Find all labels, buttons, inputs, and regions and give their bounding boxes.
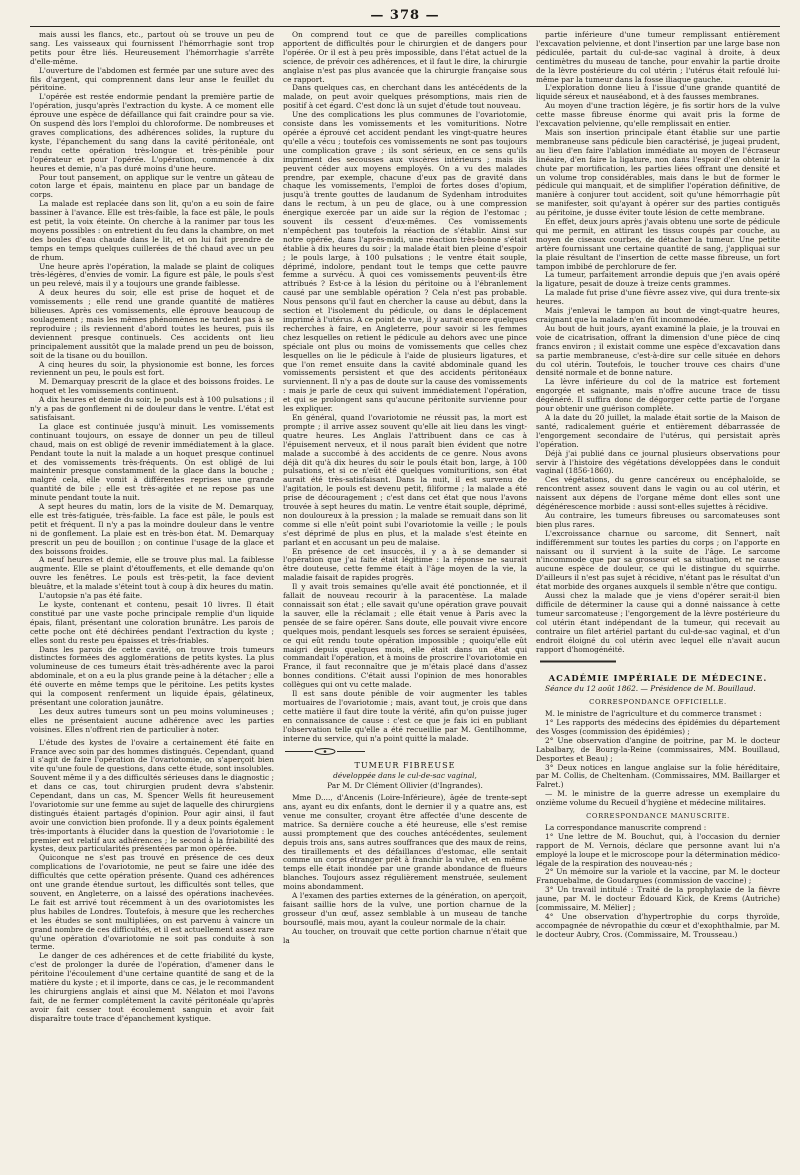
ornament-divider: [283, 747, 367, 756]
paragraph: partie inférieure d'une tumeur remplissant entièrement l'excavation pelvienne, et dont l'insertion par une large base non pédiculée, partait du cul-de-sac vaginal à droite, à deux centimètres du museau de tanche, pour envahir la partie droite de la lèvre postérieure du col utérin ; l'utérus était refoulé lui-même par la tumeur dans la fosse iliaque gauche.: [536, 31, 780, 84]
correspondence-item: La correspondance manuscrite comprend :: [545, 822, 707, 832]
column-middle: [283, 31, 527, 1169]
paragraph: L'exploration donne lieu à l'issue d'une grande quantité de liquide séreux et nauséabond, et à des fausses membranes.: [536, 83, 780, 102]
correspondence-item: 3° Un travail intitulé : Traité de la prophylaxie de la fièvre jaune, par M. le docteur Édouard Kick, de Krems (Autriche) [commissaire, M. Mélier] ;: [536, 885, 780, 913]
paragraph: Une heure après l'opération, la malade se plaint de coliques très-légères, d'envies de vomir. La figure est pâle, le pouls s'est un peu relevé, mais il y a toujours une grande faiblesse.: [30, 261, 274, 289]
paragraph: Au toucher, on trouvait que cette portion charnue n'était que la: [283, 926, 527, 945]
paragraph: A sept heures du matin, lors de la visite de M. Demarquay, elle est très-fatiguée, très-faible. La face est pâle, le pouls est petit et fréquent. Il n'y a pas la moindre douleur dans le ventre ni de gonflement. La plaie est en très-bon état. M. Demarquay prescrit un peu de bouillon ; on continue l'usage de la glace et des boissons froides.: [30, 502, 274, 556]
paragraph: A dix heures et demie du soir, le pouls est à 100 pulsations ; il n'y a pas de gonflement ni de douleur dans le ventre. L'état est satisfaisant.: [30, 395, 274, 422]
paragraph: En présence de cet insuccès, il y a à se demander si l'opération que j'ai faite était légitime : la réponse ne saurait être douteuse, cette femme était à l'âge moyen de la vie, la maladie faisait de rapides progrès.: [283, 546, 527, 583]
paragraph: En effet, deux jours après j'avais obtenu une sorte de pédicule qui me permit, en attirant les tissus coupés par couche, au moyen de ciseaux courbes, de détacher la tumeur. Une petite artère fournissant une certaine quantité de sang, j'appliquai sur la plaie résultant de l'insertion de cette masse fibreuse, un fort tampon imbibé de perchlorure de fer.: [536, 217, 780, 271]
paragraph: A cinq heures du soir, la physionomie est bonne, les forces reviennent un peu, le pouls est fort.: [30, 359, 274, 378]
article-title: TUMEUR FIBREUSE: [354, 761, 456, 771]
paragraph: Dans quelques cas, en cherchant dans les antécédents de la malade, on peut avoir quelques présomptions, mais rien de positif à cet égard. C'est donc là un sujet d'étude tout nouveau.: [283, 83, 527, 111]
paragraph: La malade est replacée dans son lit, qu'on a eu soin de faire bassiner à l'avance. Elle est très-faible, la face est pâle, le pouls est petit, la voix éteinte. On cherche à la ranimer par tous les moyens possibles : on entretient du feu dans la chambre, on met des boules d'eau chaude dans le lit, et on lui fait prendre de temps en temps quelques cuillerées de thé chaud avec un peu de rhum.: [30, 199, 274, 262]
article-subtitle: développée dans le cul-de-sac vaginal,: [333, 771, 477, 781]
paragraph: Au moyen d'une traction légère, je fis sortir hors de la vulve cette masse fibreuse énorme qui avait pris la forme de l'excavation pelvienne, qu'elle remplissait en entier.: [536, 101, 780, 129]
paragraph: La lèvre inférieure du col de la matrice est fortement engorgée et saignante, mais n'offre aucune trace de tissu dégénéré. Il suffira donc de dégorger cette partie de l'organe pour obtenir une guérison complète.: [536, 377, 780, 414]
paragraph: Les deux autres tumeurs sont un peu moins volumineuses ; elles ne présentaient aucune adhérence avec les parties voisines. Elles n'offrent rien de particulier à noter.: [30, 706, 274, 734]
paragraph: M. Demarquay prescrit de la glace et des boissons froides. Le hoquet et les vomissements continuent.: [30, 377, 274, 396]
paragraph: L'opérée est restée endormie pendant la première partie de l'opération, jusqu'après l'extraction du kyste. A ce moment elle éprouve une espèce de défaillance qui fait craindre pour sa vie. On suspend dès lors l'emploi du chloroforme. De nombreuses et graves complications, des adhérences solides, la rupture du kyste, l'épanchement du sang dans la cavité péritonéale, ont rendu cette opération très-longue et très-pénible pour l'opérateur et pour l'opérée. L'opération, commencée à dix heures et demie, n'a pas duré moins d'une heure.: [30, 92, 274, 173]
paragraph: Dans les parois de cette cavité, on trouve trois tumeurs distinctes formées des agglomérations de petits kystes. La plus volumineuse de ces tumeurs était très-adhérente avec la paroi abdominale, et on a eu la plus grande peine à la détacher ; elle a été ouverte en même temps que le péritoine. Les petits kystes qui la composent renferment un liquide épais, gélatineux, présentant une coloration jaunâtre.: [30, 644, 274, 707]
paragraph: L'autopsie n'a pas été faite.: [39, 591, 143, 601]
paragraph: Il y avait trois semaines qu'elle avait été ponctionnée, et il fallait de nouveau recourir à la paracentèse. La malade connaissait son état ; elle savait qu'une opération grave pouvait la sauver, elle la réclamait ; elle était venue à Paris avec la pensée de se faire opérer. Sans doute, elle pouvait vivre encore quelques mois, pendant lesquels ses forces se seraient épuisées, ce qui eût rendu toute opération impossible ; quoiqu'elle eût maigri depuis quelques mois, elle était dans un état qui commandait l'opération, et à moins de proscrire l'ovariotomie en France, il faut reconnaître que je m'étais placé dans d'assez bonnes conditions. C'était aussi l'opinion de mes honorables collègues qui ont vu cette malade.: [283, 582, 527, 690]
paragraph: La glace est continuée jusqu'à minuit. Les vomissements continuant toujours, on essaye de donner un peu de tilleul chaud, mais on est obligé de revenir immédiatement à la glace. Pendant toute la nuit la malade a un hoquet presque continuel et des vomissements très-fréquents. On est obligé de lui maintenir presque constamment de la glace dans la bouche ; malgré cela, elle vomit à différentes reprises une grande quantité de bile ; elle est très-agitée et ne repose pas une minute pendant toute la nuit.: [30, 421, 274, 503]
paragraph: Pour tout pansement, on applique sur le ventre un gâteau de coton large et épais, maintenu en place par un bandage de corps.: [30, 172, 274, 200]
paragraph: Au contraire, les tumeurs fibreuses ou sarcomateuses sont bien plus rares.: [536, 510, 780, 529]
official-correspondence-heading: CORRESPONDANCE OFFICIELLE.: [589, 698, 727, 707]
correspondence-item: 3° Deux notices en langue anglaise sur la folie héréditaire, par M. Collis, de Cheltenham. (Commissaires, MM. Baillarger et Falret.): [536, 762, 780, 790]
paragraph: En général, quand l'ovariotomie ne réussit pas, la mort est prompte ; il arrive assez souvent qu'elle ait lieu dans les vingt-quatre heures. Les Anglais l'attribuent dans ce cas à l'épuisement nerveux, et il nous paraît bien évident que notre malade a succombé à des accidents de ce genre. Nous avons déjà dit qu'à dix heures du soir le pouls était bon, large, à 100 pulsations, et si ce n'eût été quelques vomituritions, son état aurait été très-satisfaisant. Dans la nuit, il est survenu de l'agitation, le pouls est devenu petit, filiforme ; la malade a été prise de découragement ; c'est dans cet état que nous l'avons trouvée à sept heures du matin. Le ventre était souple, déprimé, non douloureux à la pression ; la malade se remuait dans son lit comme si elle n'eût point subi l'ovariotomie la veille ; le pouls s'est déprimé de plus en plus, et la malade s'est éteinte en parlant et en accusant un peu de malaise.: [283, 412, 527, 547]
column-left: [30, 31, 274, 1169]
paragraph: Quiconque ne s'est pas trouvé en présence de ces deux complications de l'ovariotomie, ne peut se faire une idée des difficultés que cette opération présente. Quand ces adhérences ont une grande étendue surtout, les difficultés sont telles, que souvent, en Angleterre, on a laissé des opérations inachevées. Le fait est arrivé tout récemment à un des ovariotomistes les plus habiles de Londres. Toutefois, à mesure que les recherches et les études se sont multipliées, on est parvenu à vaincre un grand nombre de ces difficultés, et il est actuellement assez rare qu'une opération d'ovariotomie ne soit pas conduite à son terme.: [30, 853, 274, 952]
correspondence-item: 2° Un mémoire sur la variole et la vaccine, par M. le docteur Franquebalme, de Goudargues (commission de vaccine) ;: [536, 867, 780, 886]
correspondence-item: 1° Les rapports des médecins des épidémies du département des Vosges (commission des épidémies) ;: [536, 717, 780, 736]
paragraph: Mais j'enlevai le tampon au bout de vingt-quatre heures, craignant que la malade n'en fût incommodée.: [536, 306, 780, 324]
paragraph: Aussi chez la malade que je viens d'opérer serait-il bien difficile de déterminer la cause qui a donné naissance à cette tumeur sarcomateuse ; l'engorgement de la lèvre postérieure du col utérin étant indépendant de la tumeur, qui recevait au contraire un filet artériel partant du cul-de-sac vaginal, et d'un endroit éloigné du col utérin avec lequel elle n'avait aucun rapport d'homogénéité.: [536, 591, 780, 654]
paragraph: Au bout de huit jours, ayant examiné la plaie, je la trouvai en voie de cicatrisation, offrant la dimension d'une pièce de cinq francs environ ; il existait comme une espèce d'excavation dans sa partie membraneuse, c'est-à-dire sur celle située en dehors du col utérin. Toutefois, le toucher trouve ces chairs d'une densité normale et de bonne nature.: [536, 323, 780, 378]
page-header: [30, 8, 780, 27]
paragraph: La tumeur, parfaitement arrondie depuis que j'en avais opéré la ligature, pesait de douze à treize cents grammes.: [536, 270, 780, 289]
paragraph: L'ouverture de l'abdomen est fermée par une suture avec des fils d'argent, qui comprennent dans leur anse le feuillet du péritoine.: [30, 65, 274, 93]
section-divider: [536, 657, 620, 666]
correspondence-item: 1° Une lettre de M. Bouchut, qui, à l'occasion du dernier rapport de M. Vernois, déclare que personne avant lui n'a employé la loupe et le microscope pour la détermination médico-légale de la respiration des nouveau-nés ;: [536, 831, 780, 868]
paragraph: Le danger de ces adhérences et de cette friabilité du kyste, c'est de prolonger la durée de l'opération, d'amener dans le péritoine l'écoulement d'une certaine quantité de sang et de la matière du kyste ; et il importe, dans ce cas, je le recommandent les chirurgiens anglais et ainsi que M. Nélaton et moi l'avons fait, de ne fermer complétement la cavité péritonéale qu'après avoir fait cesser tout écoulement sanguin et avoir fait disparaître toute trace d'épanchement kystique.: [30, 951, 274, 1023]
paragraph: Le kyste, contenant et contenu, pesait 10 livres. Il était constitué par une vaste poche principale remplie d'un liquide épais, filant, présentant une coloration brunâtre. Les parois de cette poche ont été déchirées pendant l'extraction du kyste ; elles sont du reste peu épaisses et très-friables.: [30, 600, 274, 645]
column-right: [536, 31, 780, 1169]
paragraph: La malade fut prise d'une fièvre assez vive, qui dura trente-six heures.: [536, 288, 780, 307]
paragraph: Mme D...., d'Ancenis (Loire-Inférieure), âgée de trente-sept ans, ayant eu dix enfants, dont le dernier il y a quatre ans, est venue me consulter, croyant être affectée d'une descente de matrice. Sa dernière couche a été heureuse, elle s'est remise aussi promptement que des couches antécédentes, seulement depuis trois ans, sans autres souffrances que des maux de reins, des tiraillements et des défaillances d'estomac, elle sentait comme un corps étranger prêt à franchir la vulve, et en même temps elle était inondée par une grande abondance de flueurs blanches. Toujours assez régulièrement menstruée, seulement moins abondamment.: [283, 793, 527, 892]
paragraph: A la date du 20 juillet, la malade était sortie de la Maison de santé, radicalement guérie et entièrement débarrassée de l'engorgement secondaire de l'utérus, qui persistait après l'opération.: [536, 412, 780, 449]
correspondence-item: 2° Une observation d'angine de poitrine, par M. le docteur Labalbary, de Bourg-la-Reine (commissaires, MM. Bouillaud, Desportes et Beau) ;: [536, 735, 780, 763]
correspondence-item: M. le ministre de l'agriculture et du commerce transmet :: [545, 709, 762, 719]
academy-title: ACADÉMIE IMPÉRIALE DE MÉDECINE.: [548, 673, 768, 684]
ovariotomy-discussion: [283, 31, 527, 744]
tumeur-article-continued: [536, 31, 780, 654]
paragraph: mais aussi les flancs, etc., partout où se trouve un peu de sang. Les vaisseaux qui fournissent l'hémorrhagie sont trop petits pour être liés. Heureusement l'hémorrhagie s'arrête d'elle-même.: [30, 31, 274, 66]
paragraph: Ces végétations, du genre cancéreux ou encéphaloïde, se rencontrent assez souvent dans le vagin ou au col utérin, et naissent aux dépens de l'organe même dont elles sont une dégénérescence morbide : aussi sont-elles sujettes à récidive.: [536, 475, 780, 512]
article-byline: Par M. Dr Clément Ollivier (d'Ingrandes).: [327, 781, 483, 791]
paragraph: A deux heures du soir, elle est prise de hoquet et de vomissements ; elle rend une grande quantité de matières bilieuses. Après ces vomissements, elle éprouve beaucoup de soulagement ; mais les mêmes phénomènes ne tardent pas à se reproduire ; ils reviennent d'abord toutes les heures, puis ils deviennent presque continuels. Ces accidents ont lieu principalement aussitôt que la malade prend un peu de boisson, soit de la tisane ou du bouillon.: [30, 288, 274, 360]
paragraph: Une des complications les plus communes de l'ovariotomie, consiste dans les vomissements et les vomituritions. Notre opérée a éprouvé cet accident pendant les vingt-quatre heures qu'elle a vécu ; toutefois ces vomissements ne sont pas toujours une complication grave ; ils sont sérieux, en ce sens qu'ils impriment des secousses aux viscères intérieurs ; mais ils peuvent céder aux moyens employés. On a vu des malades prendre, par exemple, chacune d'eux pas de gravité dans chaque les vomissements, l'emploi de fortes doses d'opium, jusqu'à trente gouttes de laudanum de Sydenham introduites dans le rectum, à un peu de glace, ou à une compression énergique exercée par un aide sur la région de l'estomac ; souvent ils cessent d'eux-mêmes. Ces vomissements n'empêchent pas toutefois la réaction de s'établir. Ainsi sur notre opérée, dans l'après-midi, une réaction très-bonne s'était établie à dix heures du soir ; la malade était bien pleine d'espoir ; le pouls large, à 100 pulsations ; le ventre était souple, déprimé, indolore, pendant tout le temps que cette pauvre femme a survécu. A quoi ces vomissements peuvent-ils être attribués ? Est-ce à la lésion du péritoine ou à l'ébranlement causé par une semblable opération ? Cela n'est pas probable. Nous pensons qu'il faut en chercher la cause au début, dans la section et l'isolement du pédicule, ou dans le déplacement imprimé à l'utérus. A ce point de vue, il y aurait encore quelques recherches à faire, en Angleterre, pour savoir si les femmes chez lesquelles on retient le pédicule au dehors avec une pince spéciale ont plus ou moins de vomissements que celles chez lesquelles on lie le pédicule à l'aide de plusieurs ligatures, et que l'on remet ensuite dans la cavité abdominale quand les vomissements persistent et que des accidents péritonéaux surviennent. Il n'y a pas de doute sur la cause des vomissements : mais je parle de ceux qui suivent immédiatement l'opération, et qui se prolongent sans qu'aucune péritonite survienne pour les expliquer.: [283, 110, 527, 414]
paragraph: Déjà j'ai publié dans ce journal plusieurs observations pour servir à l'histoire des végétations développées dans le conduit vaginal (1856-1860).: [536, 448, 780, 476]
official-correspondence: [536, 710, 780, 808]
manuscript-correspondence-heading: CORRESPONDANCE MANUSCRITE.: [586, 812, 730, 821]
tumeur-article-body: [283, 794, 527, 945]
manuscript-correspondence: [536, 824, 780, 940]
meeting-line: Séance du 12 août 1862. — Présidence de M. Bouillaud.: [545, 684, 756, 694]
paragraph: Il est sans doute pénible de voir augmenter les tables mortuaires de l'ovariotomie ; mais, avant tout, je crois que dans cette matière il faut dire toute la vérité, afin qu'on puisse juger en connaissance de cause : c'est ce que je fais ici en publiant l'observation telle qu'elle a été recueillie par M. Gentilhomme, interne du service, qui n'a point quitté la malade.: [283, 689, 527, 743]
paragraph: A l'examen des parties externes de la génération, on aperçoit, faisant saillie hors de la vulve, une portion charnue de la grosseur d'un œuf, assez semblable à un museau de tanche boursouflé, mais mou, ayant la couleur normale de la chair.: [283, 891, 527, 927]
correspondence-item: — M. le ministre de la guerre adresse un exemplaire du onzième volume du Recueil d'hygiène et médecine militaires.: [536, 789, 780, 808]
page-number: — 378 —: [370, 8, 440, 23]
paragraph: On comprend tout ce que de pareilles complications apportent de difficultés pour le chirurgien et de dangers pour l'opérée. Or il est à peu près impossible, dans l'état actuel de la science, de prévoir ces adhérences, et il faut le dire, la chirurgie anglaise n'est pas plus avancée que la chirurgie française sous ce rapport.: [283, 31, 527, 84]
correspondence-item: 4° Une observation d'hypertrophie du corps thyroïde, accompagnée de névropathie du cœur et d'exophthalmie, par M. le docteur Aubry, Cros. (Commissaire, M. Trousseau.): [536, 912, 780, 939]
paragraph: A neuf heures et demie, elle se trouve plus mal. La faiblesse augmente. Elle se plaint d'étouffements, et elle demande qu'on ouvre les fenêtres. Le pouls est très-petit, la face devient bleuâtre, et la malade s'éteint tout à coup à dix heures du matin.: [30, 555, 274, 592]
paragraph: L'excroissance charnue ou sarcome, dit Sennert, naît indifféremment sur toutes les parties du corps ; on l'apporte en naissant ou il survient à la suite de l'âge. Le sarcome n'incommode que par sa grosseur et sa situation, et ne cause aucune espèce de douleur, ce qui le distingue du squirrhe. D'ailleurs il n'est pas sujet à récidive, n'étant pas le résultat d'un état morbide des organes auxquels il semble n'être que contigu.: [536, 528, 780, 592]
paragraph: L'étude des kystes de l'ovaire a certainement été faite en France avec soin par des hommes distingués. Cependant, quand il s'agit de faire l'opération de l'ovariotomie, on s'aperçoit bien vite qu'une foule de questions, dans cette étude, sont insolubles. Souvent même il y a des difficultés sérieuses dans le diagnostic ; et dans ce cas, tout chirurgien prudent devra s'abstenir. Cependant, dans un cas, M. Spencer Wells fit heureusement l'ovariotomie sur une femme au sujet de laquelle des chirurgiens distingués étaient partagés d'opinion. Pour agir ainsi, il faut avoir une conviction bien profonde. Il y a deux points également très-importants à élucider dans la question de l'ovariotomie : le premier est relatif aux adhérences ; le second à la friabilité des kystes, deux particularités présentées par mon opérée.: [30, 737, 274, 854]
paragraph: Mais son insertion principale étant établie sur une partie membraneuse sans pédicule bien caractérisé, je jugeai prudent, au lieu d'en faire l'ablation immédiate au moyen de l'écraseur linéaire, d'en faire la ligature, non dans l'espoir d'en obtenir la chute par mortification, les parties liées offrant une densité et un volume trop considérables, mais dans le but de former le pédicule qui manquait, et de simplifier l'opération définitive, de manière à conjurer tout accident, soit qu'une hémorrhagie pût se manifester, soit qu'ayant à opérer sur des parties contiguës au péritoine, je dusse éviter toute lésion de cette membrane.: [536, 127, 780, 218]
